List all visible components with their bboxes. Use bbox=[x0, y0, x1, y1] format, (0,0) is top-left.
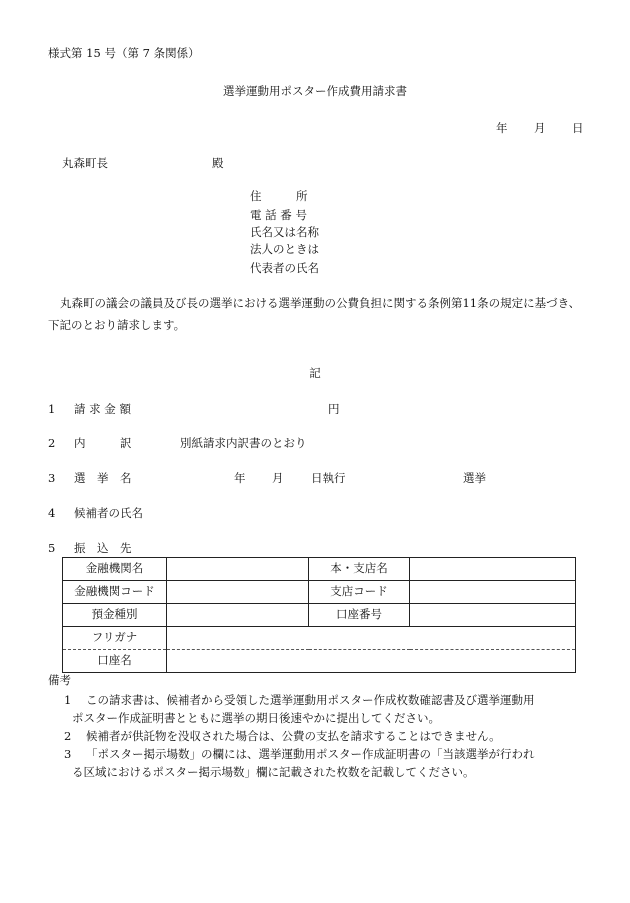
item-3-day-exec-label: 日執行 bbox=[311, 471, 346, 485]
furigana-label: フリガナ bbox=[63, 627, 167, 650]
item-3-number: 3 bbox=[48, 471, 56, 485]
note-2-line1: 候補者が供託物を没収された場合は、公費の支払を請求することはできません。 bbox=[86, 729, 501, 743]
item-2-number: 2 bbox=[48, 436, 56, 450]
note-1-number: 1 bbox=[64, 693, 72, 707]
item-5-label: 振 込 先 bbox=[74, 541, 132, 555]
date-year-label: 年 bbox=[496, 121, 508, 135]
table-row bbox=[63, 604, 576, 627]
table-row bbox=[63, 650, 576, 673]
deposit-type-field[interactable] bbox=[167, 604, 309, 627]
note-3-number: 3 bbox=[64, 747, 72, 761]
claimant-phone-label: 電 話 番 号 bbox=[250, 208, 307, 222]
claimant-address-label: 住 所 bbox=[250, 189, 308, 203]
branch-code-field[interactable] bbox=[410, 581, 576, 604]
bank-transfer-table bbox=[62, 557, 576, 673]
item-4-number: 4 bbox=[48, 506, 56, 520]
note-1-line1: この請求書は、候補者から受領した選挙運動用ポスター作成枚数確認書及び選挙運動用 bbox=[86, 693, 535, 707]
bank-name-field[interactable] bbox=[167, 558, 309, 581]
table-row bbox=[63, 581, 576, 604]
notes-heading: 備考 bbox=[48, 673, 71, 687]
note-2 bbox=[62, 727, 584, 745]
bank-code-field[interactable] bbox=[167, 581, 309, 604]
ki-heading: 記 bbox=[309, 366, 321, 380]
note-3-line1: 「ポスター掲示場数」の欄には、選挙運動用ポスター作成証明書の「当該選挙が行われ bbox=[86, 747, 535, 761]
body-text: 丸森町の議会の議員及び長の選挙における選挙運動の公費負担に関する条例第11条の規定に基づき、下記のとおり請求します。 bbox=[48, 296, 581, 332]
form-number: 様式第 15 号（第 7 条関係） bbox=[48, 46, 200, 60]
table-row bbox=[63, 627, 576, 650]
table-row bbox=[63, 558, 576, 581]
note-1 bbox=[62, 691, 584, 727]
item-3-month-label: 月 bbox=[272, 471, 284, 485]
addressee-honorific: 殿 bbox=[212, 156, 224, 170]
claimant-name-label: 氏名又は名称 bbox=[250, 225, 319, 239]
item-1-yen-suffix: 円 bbox=[328, 402, 340, 416]
item-2-label: 内 訳 bbox=[74, 436, 132, 450]
branch-code-label: 支店コード bbox=[309, 581, 410, 604]
account-number-field[interactable] bbox=[410, 604, 576, 627]
date-day-label: 日 bbox=[572, 121, 584, 135]
date-month-label: 月 bbox=[534, 121, 546, 135]
item-1-number: 1 bbox=[48, 402, 56, 416]
item-4-label: 候補者の氏名 bbox=[74, 506, 143, 520]
account-name-field[interactable] bbox=[167, 650, 576, 673]
furigana-field[interactable] bbox=[167, 627, 576, 650]
deposit-type-label: 預金種別 bbox=[63, 604, 167, 627]
note-1-line2: ポスター作成証明書とともに選挙の期日後速やかに提出してください。 bbox=[72, 711, 440, 725]
account-name-label: 口座名 bbox=[63, 650, 167, 673]
item-3-label: 選 挙 名 bbox=[74, 471, 132, 485]
bank-code-label: 金融機関コード bbox=[63, 581, 167, 604]
item-2-value: 別紙請求内訳書のとおり bbox=[180, 436, 307, 450]
item-1-label: 請 求 金 額 bbox=[74, 402, 131, 416]
branch-name-label: 本・支店名 bbox=[309, 558, 410, 581]
item-3-year-label: 年 bbox=[234, 471, 246, 485]
note-3-line2: る区域におけるポスター掲示場数」欄に記載された枚数を記載してください。 bbox=[72, 765, 475, 779]
note-3 bbox=[62, 745, 584, 781]
account-number-label: 口座番号 bbox=[309, 604, 410, 627]
item-3-election-label: 選挙 bbox=[463, 471, 486, 485]
claimant-corporation-label: 法人のときは bbox=[250, 242, 319, 256]
addressee-name: 丸森町長 bbox=[62, 156, 108, 170]
note-2-number: 2 bbox=[64, 729, 72, 743]
document-title: 選挙運動用ポスター作成費用請求書 bbox=[223, 84, 407, 98]
branch-name-field[interactable] bbox=[410, 558, 576, 581]
claimant-representative-label: 代表者の氏名 bbox=[250, 261, 319, 275]
item-5-number: 5 bbox=[48, 541, 56, 555]
bank-name-label: 金融機関名 bbox=[63, 558, 167, 581]
